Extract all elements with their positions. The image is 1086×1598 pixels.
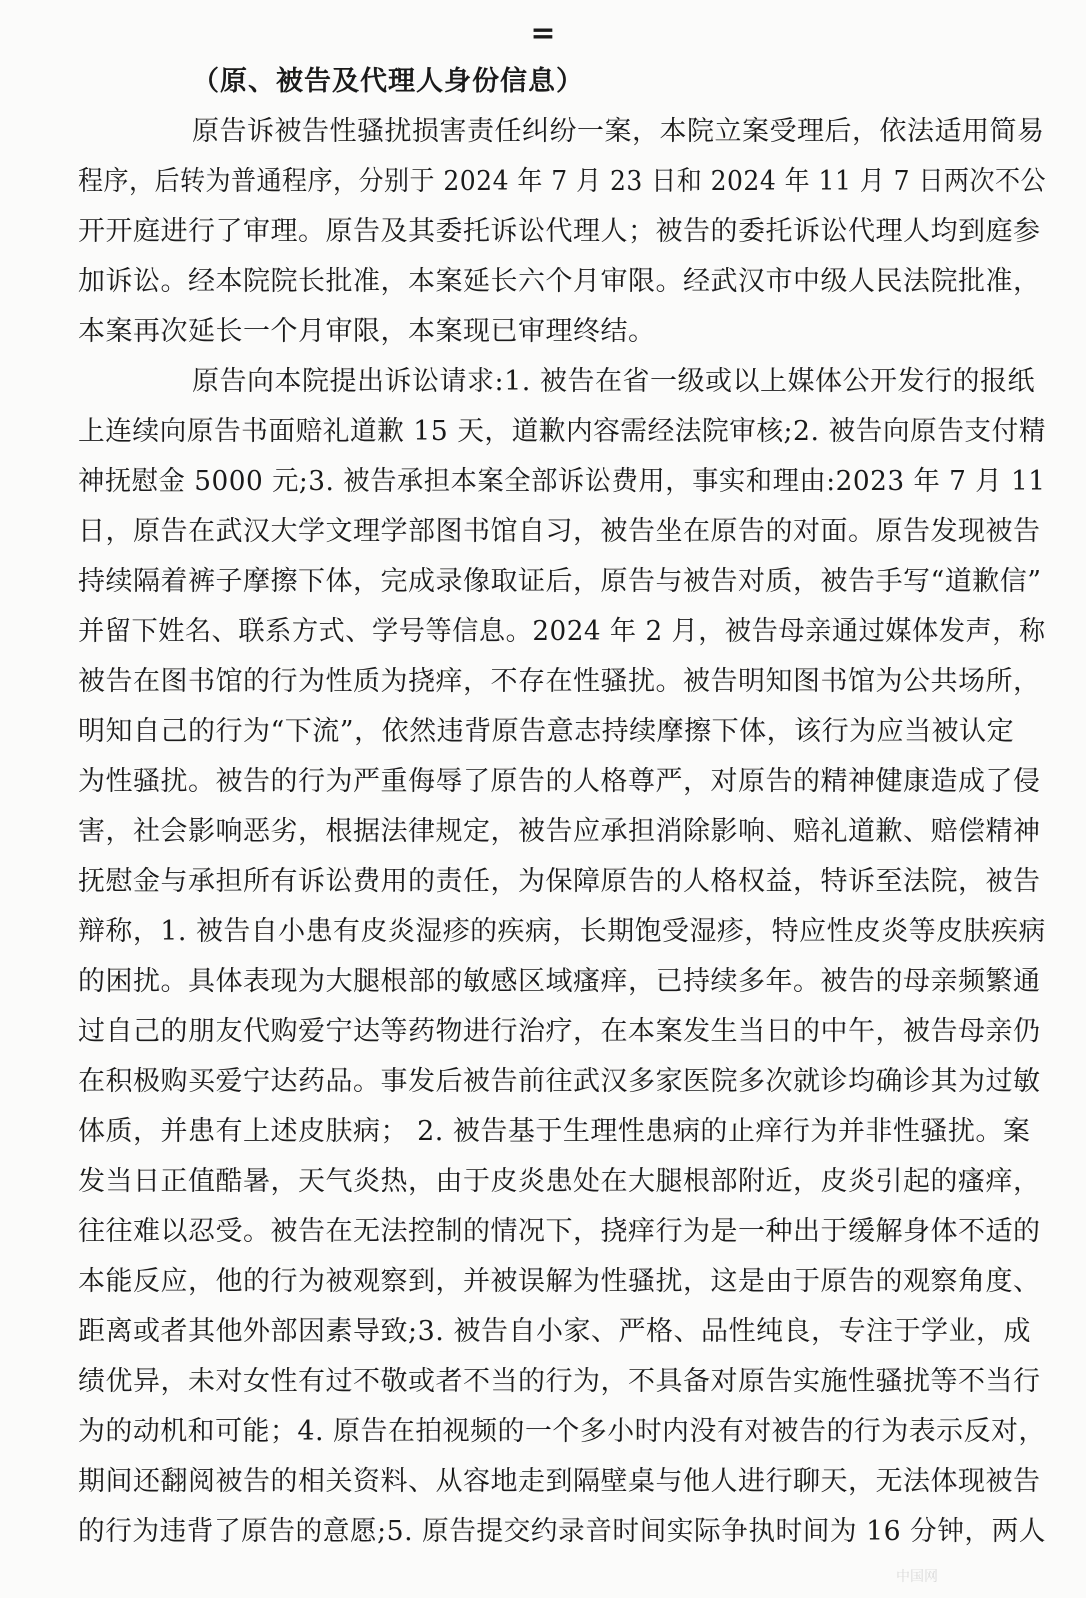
- paragraph-2-line-7: 被告在图书馆的行为性质为挠痒，不存在性骚扰。被告明知图书馆为公共场所，: [78, 666, 1041, 697]
- paragraph-2-line-3: 神抚慰金 5000 元;3. 被告承担本案全部诉讼费用，事实和理由:2023 年 7 月 11: [78, 466, 1046, 497]
- paragraph-2-line-21: 绩优异，未对女性有过不敬或者不当的行为，不具备对原告实施性骚扰等不当行: [78, 1366, 1041, 1397]
- paragraph-2-line-16: 体质，并患有上述皮肤病； 2. 被告基于生理性患病的止痒行为并非性骚扰。案: [78, 1116, 1031, 1147]
- paragraph-2-line-22: 为的动机和可能；4. 原告在拍视频的一个多小时内没有对被告的行为表示反对，: [78, 1416, 1046, 1447]
- paragraph-2-line-11: 抚慰金与承担所有诉讼费用的责任，为保障原告的人格权益，特诉至法院，被告: [78, 866, 1041, 897]
- paragraph-1-line-4: 加诉讼。经本院院长批准，本案延长六个月审限。经武汉市中级人民法院批准，: [78, 266, 1041, 297]
- paragraph-2-line-8: 明知自己的行为“下流”，依然违背原告意志持续摩擦下体，该行为应当被认定: [78, 716, 1015, 747]
- paragraph-2-line-13: 的困扰。具体表现为大腿根部的敏感区域瘙痒，已持续多年。被告的母亲频繁通: [78, 966, 1041, 997]
- watermark: 中国网: [896, 1569, 938, 1585]
- paragraph-2-line-5: 持续隔着裤子摩擦下体，完成录像取证后，原告与被告对质，被告手写“道歉信”: [78, 566, 1042, 597]
- paragraph-1-line-3: 开开庭进行了审理。原告及其委托诉讼代理人；被告的委托诉讼代理人均到庭参: [78, 216, 1041, 247]
- section-heading: （原、被告及代理人身份信息）: [192, 66, 584, 97]
- paragraph-2-line-12: 辩称，1. 被告自小患有皮炎湿疹的疾病，长期饱受湿疹，特应性皮炎等皮肤疾病: [78, 916, 1046, 947]
- paragraph-2-line-10: 害，社会影响恶劣，根据法律规定，被告应承担消除影响、赔礼道歉、赔偿精神: [78, 816, 1041, 847]
- paragraph-2-line-24: 的行为违背了原告的意愿;5. 原告提交约录音时间实际争执时间为 16 分钟，两人: [78, 1516, 1047, 1547]
- paragraph-2-line-14: 过自己的朋友代购爱宁达等药物进行治疗，在本案发生当日的中午，被告母亲仍: [78, 1016, 1041, 1047]
- paragraph-2-line-4: 日，原告在武汉大学文理学部图书馆自习，被告坐在原告的对面。原告发现被告: [78, 516, 1041, 547]
- paragraph-2-line-9: 为性骚扰。被告的行为严重侮辱了原告的人格尊严，对原告的精神健康造成了侵: [78, 766, 1041, 797]
- paragraph-2-line-6: 并留下姓名、联系方式、学号等信息。2024 年 2 月，被告母亲通过媒体发声，称: [78, 616, 1046, 647]
- paragraph-2-line-23: 期间还翻阅被告的相关资料、从容地走到隔壁桌与他人进行聊天，无法体现被告: [78, 1466, 1041, 1497]
- page-number: =: [530, 16, 556, 51]
- paragraph-2-line-1: 原告向本院提出诉讼请求:1. 被告在省一级或以上媒体公开发行的报纸: [192, 366, 1035, 397]
- paragraph-2-line-20: 距离或者其他外部因素导致;3. 被告自小家、严格、品性纯良，专注于学业，成: [78, 1316, 1031, 1347]
- paragraph-2-line-2: 上连续向原告书面赔礼道歉 15 天，道歉内容需经法院审核;2. 被告向原告支付精: [78, 416, 1047, 447]
- paragraph-1-line-2: 程序，后转为普通程序，分别于 2024 年 7 月 23 日和 2024 年 11 月 7 日两次不公: [78, 166, 1046, 197]
- paragraph-1-line-1: 原告诉被告性骚扰损害责任纠纷一案，本院立案受理后，依法适用简易: [192, 116, 1045, 147]
- paragraph-2-line-15: 在积极购买爱宁达药品。事发后被告前往武汉多家医院多次就诊均确诊其为过敏: [78, 1066, 1041, 1097]
- paragraph-2-line-17: 发当日正值酷暑，天气炎热，由于皮炎患处在大腿根部附近，皮炎引起的瘙痒，: [78, 1166, 1041, 1197]
- paragraph-1-line-5: 本案再次延长一个月审限，本案现已审理终结。: [78, 316, 656, 347]
- paragraph-2-line-18: 往往难以忍受。被告在无法控制的情况下，挠痒行为是一种出于缓解身体不适的: [78, 1216, 1041, 1247]
- paragraph-2-line-19: 本能反应，他的行为被观察到，并被误解为性骚扰，这是由于原告的观察角度、: [78, 1266, 1041, 1297]
